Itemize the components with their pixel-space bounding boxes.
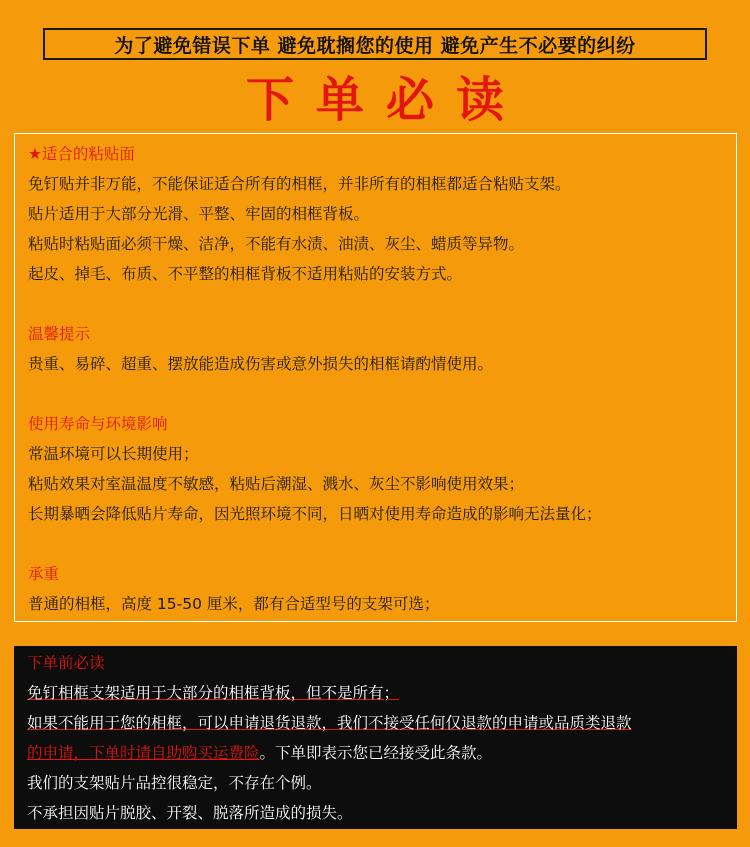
top-banner xyxy=(43,28,707,60)
notice-line: 贵重、易碎、超重、摆放能造成伤害或意外损失的相框请酌情使用。 xyxy=(28,355,494,373)
notice-line: 贴片适用于大部分光滑、平整、牢固的相框背板。 xyxy=(28,205,370,223)
section-heading-load: 承重 xyxy=(28,565,60,583)
spacer xyxy=(28,289,736,319)
terms-text: 。下单即表示您已经接受此条款。 xyxy=(259,744,493,762)
notice-line: 免钉贴并非万能，不能保证适合所有的相框，并非所有的相框都适合粘贴支架。 xyxy=(28,175,571,193)
notice-line: 常温环境可以长期使用； xyxy=(28,445,199,463)
banner-text: 为了避免错误下单 避免耽搁您的使用 避免产生不必要的纠纷 xyxy=(114,34,636,57)
section-heading-lifetime: 使用寿命与环境影响 xyxy=(28,415,168,433)
page-title: 下单必读 xyxy=(245,72,526,128)
warning-line: 免钉相框支架适用于大部分的相框背板，但不是所有； xyxy=(27,684,400,702)
notice-box xyxy=(14,133,737,622)
spacer xyxy=(28,529,736,559)
notice-line: 长期暴晒会降低贴片寿命，因光照环境不同，日晒对使用寿命造成的影响无法量化； xyxy=(28,505,602,523)
notice-line: 起皮、掉毛、布质、不平整的相框背板不适用粘贴的安装方式。 xyxy=(28,265,463,283)
pre-order-heading: 下单前必读 xyxy=(27,654,105,672)
terms-line: 我们的支架贴片品控很稳定，不存在个例。 xyxy=(27,774,322,792)
warning-line: 如果不能用于您的相框，可以申请退货退款，我们不接受任何仅退款的申请或品质类退款 xyxy=(27,714,632,732)
section-heading-surface: ★适合的粘贴面 xyxy=(28,145,135,163)
spacer xyxy=(28,379,736,409)
section-heading-tips: 温馨提示 xyxy=(28,325,91,343)
notice-line: 粘贴时粘贴面必须干燥、洁净，不能有水渍、油渍、灰尘、蜡质等异物。 xyxy=(28,235,525,253)
terms-line: 不承担因贴片脱胶、开裂、脱落所造成的损失。 xyxy=(27,804,353,822)
pre-order-box xyxy=(14,646,737,829)
notice-line: 粘贴效果对室温温度不敏感，粘贴后潮湿、溅水、灰尘不影响使用效果； xyxy=(28,475,525,493)
notice-line: 普通的相框，高度 15-50 厘米，都有合适型号的支架可选； xyxy=(28,595,440,613)
warning-text: 的申请，下单时请自助购买运费险 xyxy=(27,744,260,762)
terms-line xyxy=(27,738,737,768)
